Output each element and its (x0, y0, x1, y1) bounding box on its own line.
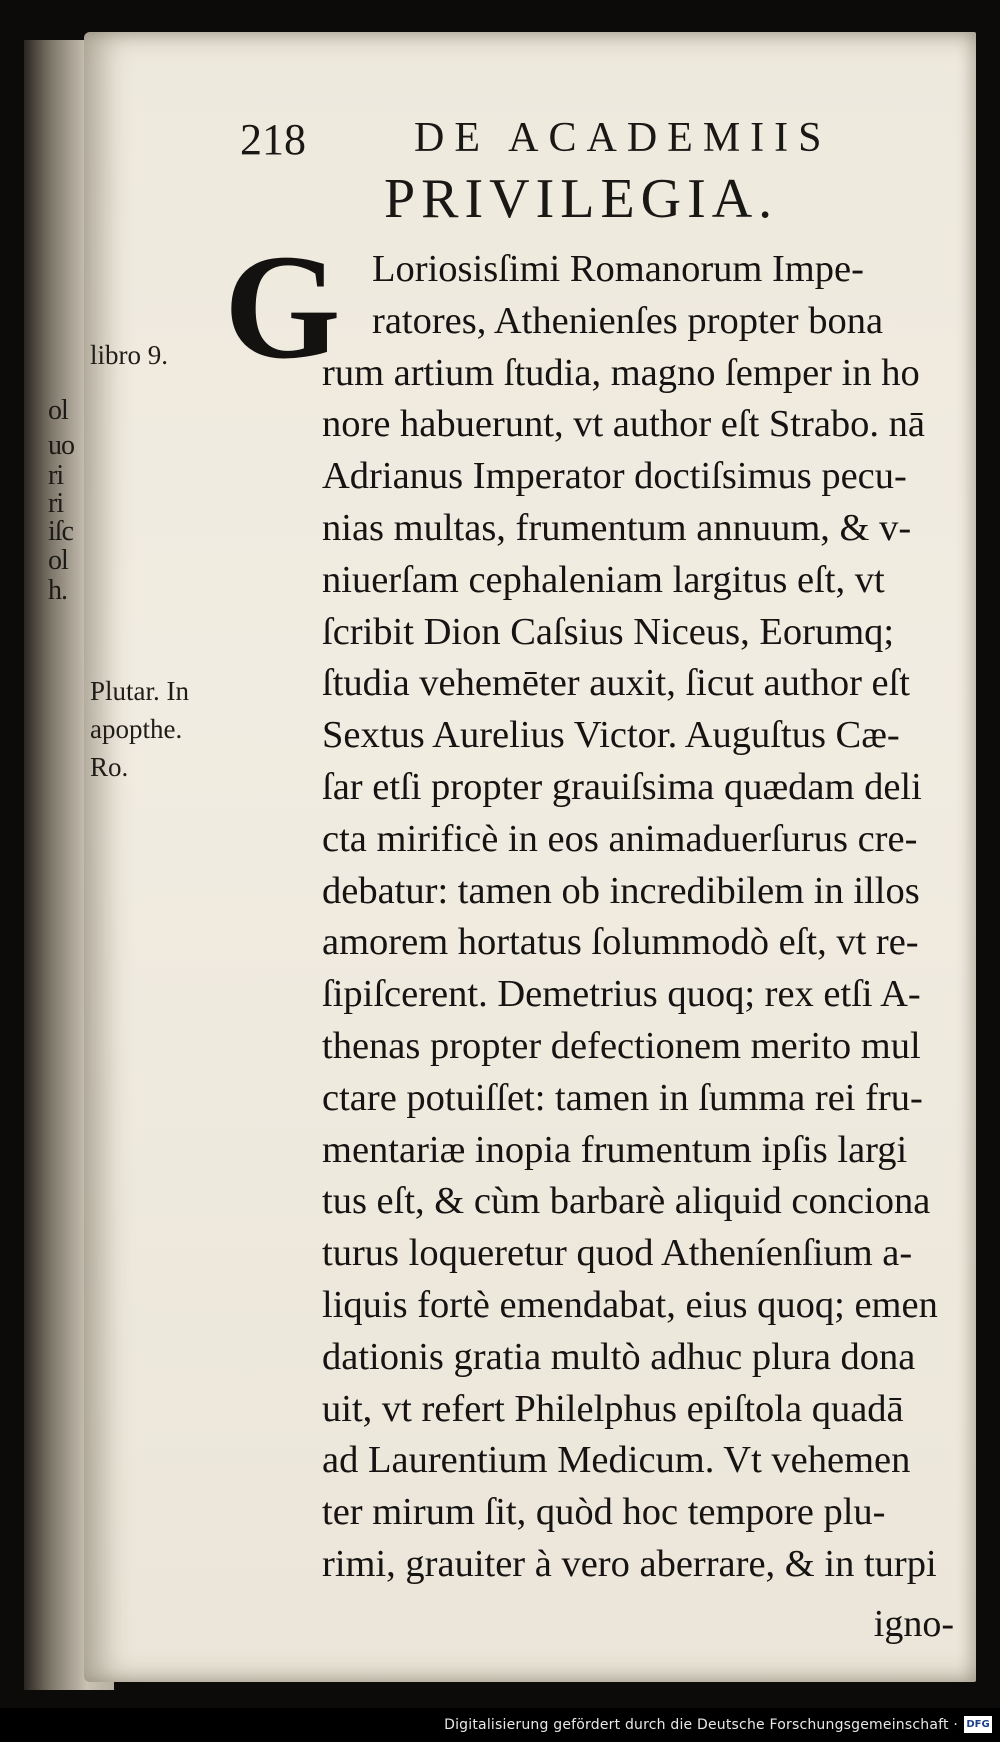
text-line: uit, vt refert Philelphus epiſtola quadā (322, 1387, 904, 1430)
text-line: ter mirum ſit, quòd hoc tempore plu- (322, 1491, 886, 1534)
text-line: niuerſam cephaleniam largitus eſt, vt (322, 558, 885, 601)
previous-page-fragment: uo (48, 430, 74, 461)
text-line: ratores, Athenienſes propter bona (372, 299, 884, 342)
text-line: Adrianus Imperator doctiſsimus pecu- (322, 455, 907, 498)
text-line: Sextus Aurelius Victor. Auguſtus Cæ- (322, 714, 900, 757)
previous-page-fragment: ri (48, 460, 64, 491)
text-line: ad Laurentium Medicum. Vt vehemen (322, 1439, 911, 1482)
text-line: ctare potuiſſet: tamen in ſumma rei fru- (322, 1076, 923, 1119)
text-line: ſcribit Dion Caſsius Niceus, Eorumq; (322, 610, 895, 653)
text-line: dationis gratia multò adhuc plura dona (322, 1335, 916, 1378)
previous-page-fragment: h. (48, 575, 67, 606)
previous-page-fragment: ol (48, 395, 68, 426)
text-line: ſipiſcerent. Demetrius quoq; rex etſi A- (322, 973, 921, 1016)
text-line: amorem hortatus ſolummodò eſt, vt re- (322, 921, 919, 964)
text-line: ſtudia vehemēter auxit, ſicut author eſt (322, 662, 910, 705)
page-number: 218 (240, 115, 306, 164)
previous-page-fragment: iſc (48, 516, 73, 547)
book-page (84, 32, 976, 1682)
footer-credit: Digitalisierung gefördert durch die Deutsche Forschungsgemeinschaft · (444, 1717, 958, 1733)
dfg-logo-icon: DFG (964, 1716, 992, 1733)
margin-note-plutarch-line-2: apopthe. (90, 714, 183, 744)
drop-cap-initial: G (224, 224, 341, 390)
text-line: Loriosisſimi Romanorum Impe- (372, 248, 864, 290)
margin-note-strabo: libro 9. (90, 340, 168, 370)
previous-page-fragment: ri (48, 488, 64, 519)
text-line: rimi, grauiter à vero aberrare, & in turpi (322, 1542, 937, 1585)
text-line: ſar etſi propter grauiſsima quædam deli (322, 765, 922, 808)
text-line: thenas propter defectionem merito mul (322, 1024, 921, 1067)
running-title: DE ACADEMIIS (414, 115, 832, 161)
body-text (322, 244, 1000, 1591)
text-line: turus loqueretur quod Atheníenſium a- (322, 1232, 913, 1275)
text-line: rum artium ſtudia, magno ſemper in ho (322, 351, 920, 394)
text-line: liquis fortè emendabat, eius quoq; emen (322, 1283, 938, 1326)
text-line: debatur: tamen ob incredibilem in illos (322, 869, 920, 912)
text-line: nore habuerunt, vt author eſt Strabo. nā (322, 403, 925, 446)
text-line: mentariæ inopia frumentum ipſis largi (322, 1128, 908, 1171)
catchword: igno- (873, 1603, 954, 1645)
text-line: nias multas, frumentum annuum, & v- (322, 506, 912, 549)
text-line: cta mirificè in eos animaduerſurus cre- (322, 817, 918, 860)
section-title: PRIVILEGIA. (384, 168, 779, 230)
digitization-footer (0, 1708, 1000, 1742)
margin-note-plutarch-line-1: Plutar. In (90, 676, 189, 706)
margin-note-plutarch-line-3: Ro. (90, 752, 129, 782)
previous-page-fragment: ol (48, 545, 68, 576)
running-head (84, 114, 976, 174)
text-line: tus eſt, & cùm barbarè aliquid conciona (322, 1180, 931, 1223)
